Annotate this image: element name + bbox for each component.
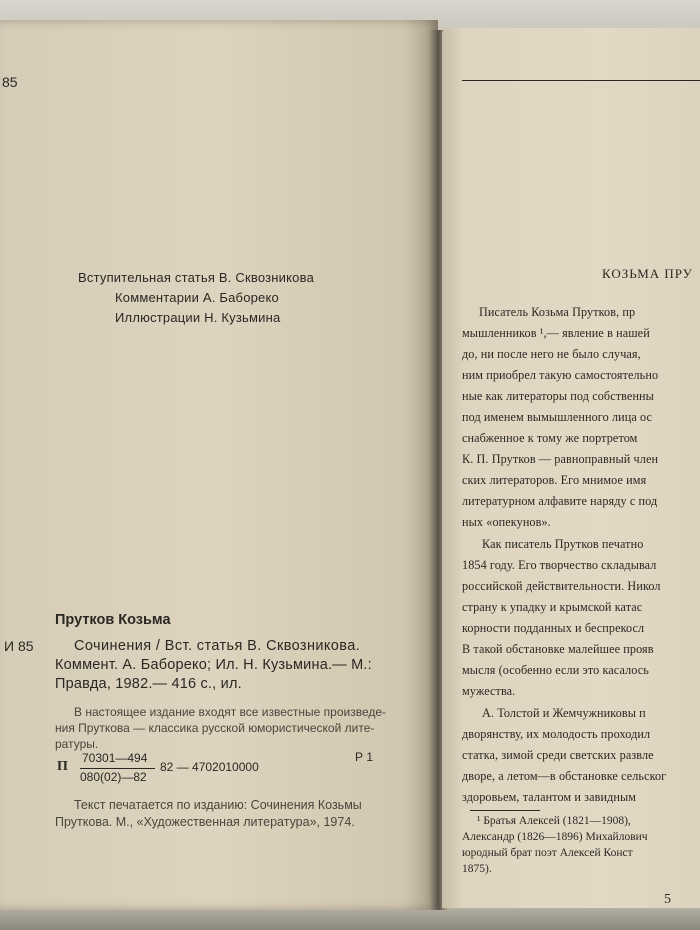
body-line: Писатель Козьма Прутков, пр xyxy=(479,305,636,319)
code-denominator: 080(02)—82 xyxy=(80,770,147,784)
credit-comments: Комментарии А. Бабореко xyxy=(115,290,279,305)
annotation-line: ратуры. xyxy=(55,737,99,751)
catalog-entry-line: Коммент. А. Бабореко; Ил. Н. Кузьмина.— М.: xyxy=(55,657,372,673)
left-page xyxy=(0,20,438,910)
body-line: Как писатель Прутков печатно xyxy=(482,537,644,551)
body-line: под именем вымышленного лица ос xyxy=(462,410,653,424)
annotation-line: ния Пруткова — классика русской юмористической лите- xyxy=(55,721,375,735)
footnote-line: юродный брат поэт Алексей Конст xyxy=(462,847,633,859)
code-letter: П xyxy=(57,759,68,774)
credit-intro: Вступительная статья В. Сквозникова xyxy=(78,270,314,285)
footnote-line: 1875). xyxy=(462,863,492,875)
code-right: Р 1 xyxy=(355,750,374,764)
code-tail: 82 — 4702010000 xyxy=(160,760,259,774)
catalog-entry-line: Правда, 1982.— 416 с., ил. xyxy=(55,676,242,692)
body-line: страну к упадку и крымской катас xyxy=(462,600,643,614)
body-line: здоровьем, талантом и завидным xyxy=(462,790,637,804)
source-line: Текст печатается по изданию: Сочинения Козьмы xyxy=(74,798,362,812)
body-line: литературном алфавите наряду с под xyxy=(462,494,658,508)
body-line: ные как литераторы под собственны xyxy=(462,389,654,403)
catalog-author: Прутков Козьма xyxy=(55,612,171,628)
code-fraction-bar xyxy=(80,768,155,769)
source-line: Пруткова. М., «Художественная литература», 1974. xyxy=(55,815,355,829)
body-line: дворе, а летом—в обстановке сельског xyxy=(462,769,667,783)
footnote-rule xyxy=(470,810,540,811)
body-line: дворянству, их молодость проходил xyxy=(462,727,651,741)
body-line: ских литераторов. Его мнимое имя xyxy=(462,473,647,487)
body-line: российской действительности. Никол xyxy=(462,579,661,593)
code-numerator: 70301—494 xyxy=(82,751,148,765)
right-page xyxy=(442,28,700,908)
body-line: снабженное к тому же портретом xyxy=(462,431,638,445)
body-line: ных «опекунов». xyxy=(462,515,551,529)
corner-mark: 85 xyxy=(2,74,18,90)
body-line: мысля (особенно если это касалось xyxy=(462,663,649,677)
footnote-line: Александр (1826—1896) Михайлович xyxy=(462,831,648,843)
body-line: мужества. xyxy=(462,684,516,698)
body-line: К. П. Прутков — равноправный член xyxy=(462,452,659,466)
catalog-entry-line: Сочинения / Вст. статья В. Сквозникова. xyxy=(74,638,361,654)
credit-illustrations: Иллюстрации Н. Кузьмина xyxy=(115,310,281,325)
header-rule xyxy=(462,80,700,81)
body-line: статка, зимой среди светских развле xyxy=(462,748,654,762)
annotation-line: В настоящее издание входят все известные произведе- xyxy=(74,705,387,719)
body-line: В такой обстановке малейшее прояв xyxy=(462,642,654,656)
body-line: до, ни после него не было случая, xyxy=(462,347,641,361)
body-line: ним приобрел такую самостоятельно xyxy=(462,368,659,382)
body-line: 1854 году. Его творчество складывал xyxy=(462,558,657,572)
body-line: А. Толстой и Жемчужниковы п xyxy=(482,706,646,720)
page-number: 5 xyxy=(664,892,671,907)
body-line: корности подданных и беспрекосл xyxy=(462,621,645,635)
body-line: мышленников ¹,— явление в нашей xyxy=(462,326,650,340)
footnote-line: ¹ Братья Алексей (1821—1908), xyxy=(477,815,631,827)
classification-index: И 85 xyxy=(4,638,34,654)
chapter-heading: КОЗЬМА ПРУ xyxy=(602,266,693,281)
